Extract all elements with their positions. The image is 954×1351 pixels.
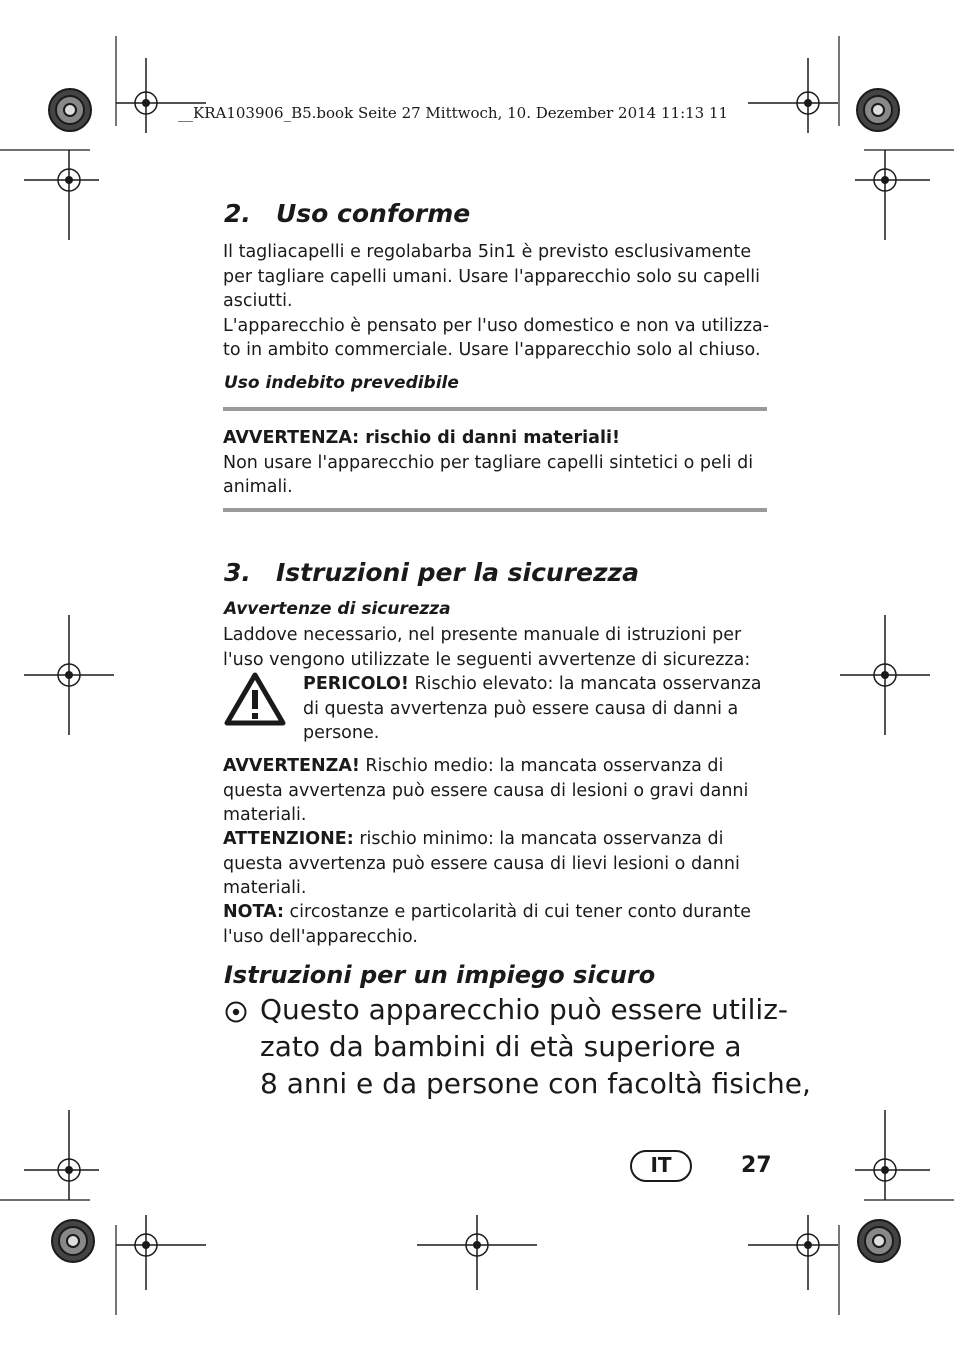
language-badge: IT <box>630 1150 692 1182</box>
section-title: Istruzioni per la sicurezza <box>276 558 639 587</box>
safe-use-heading: Istruzioni per un impiego sicuro <box>224 961 656 989</box>
section-2-heading <box>224 199 470 228</box>
text-line: L'apparecchio è pensato per l'uso domestico e non va utilizza- <box>223 315 770 336</box>
bullet-item <box>260 991 811 1102</box>
section-2-body <box>223 240 769 363</box>
warning-label: AVVERTENZA! <box>223 756 360 776</box>
print-slug: __KRA103906_B5.book Seite 27 Mittwoch, 10. Dezember 2014 11:13 11 <box>178 104 729 122</box>
note-label: NOTA: <box>223 902 284 922</box>
text-line: Rischio medio: la mancata osservanza di <box>359 756 724 776</box>
text-line: questa avvertenza può essere causa di lesioni o gravi danni <box>223 780 749 801</box>
text-line: di questa avvertenza può essere causa di danni a <box>303 698 739 719</box>
warning-triangle-icon <box>224 672 286 726</box>
text-line: Rischio elevato: la mancata osservanza <box>408 674 762 694</box>
subheading-misuse: Uso indebito prevedibile <box>224 373 459 393</box>
divider <box>223 508 767 512</box>
circled-dot-bullet-icon <box>224 1000 248 1024</box>
danger-notice <box>303 672 761 746</box>
warning-notice <box>223 754 748 828</box>
caution-label: ATTENZIONE: <box>223 829 354 849</box>
text-line: Il tagliacapelli e regolabarba 5in1 è previsto esclusivamente <box>223 242 752 262</box>
warning-box <box>223 426 753 500</box>
text-line: l'uso dell'apparecchio. <box>223 926 418 947</box>
text-line: circostanze e particolarità di cui tener conto durante <box>283 902 751 922</box>
text-line: questa avvertenza può essere causa di lievi lesioni o danni <box>223 853 740 874</box>
text-line: l'uso vengono utilizzate le seguenti avvertenze di sicurezza: <box>223 649 751 670</box>
text-line: Laddove necessario, nel presente manuale di istruzioni per <box>223 625 742 645</box>
text-line: zato da bambini di età superiore a <box>260 1030 742 1063</box>
divider <box>223 407 767 411</box>
caution-notice <box>223 827 740 901</box>
text-line: materiali. <box>223 805 307 825</box>
text-line: to in ambito commerciale. Usare l'apparecchio solo al chiuso. <box>223 340 761 360</box>
text-line: Non usare l'apparecchio per tagliare capelli sintetici o peli di <box>223 452 754 473</box>
section-3-heading <box>224 558 639 587</box>
text-line: animali. <box>223 477 293 497</box>
text-line: Questo apparecchio può essere utiliz- <box>260 993 789 1026</box>
text-line: per tagliare capelli umani. Usare l'apparecchio solo su capelli <box>223 266 760 287</box>
text-line: rischio minimo: la mancata osservanza di <box>353 829 724 849</box>
danger-label: PERICOLO! <box>303 674 409 694</box>
warning-title: AVVERTENZA: rischio di danni materiali! <box>223 428 620 448</box>
text-line: asciutti. <box>223 291 293 311</box>
page-number: 27 <box>741 1153 772 1178</box>
text-line: 8 anni e da persone con facoltà fisiche, <box>260 1067 811 1100</box>
intro-text <box>223 623 750 672</box>
section-number: 3. <box>224 558 251 587</box>
section-number: 2. <box>224 199 251 228</box>
text-line: materiali. <box>223 878 307 898</box>
section-title: Uso conforme <box>276 199 471 228</box>
text-line: persone. <box>303 723 380 743</box>
subheading-safety-warnings: Avvertenze di sicurezza <box>224 599 451 619</box>
note-notice <box>223 900 751 949</box>
